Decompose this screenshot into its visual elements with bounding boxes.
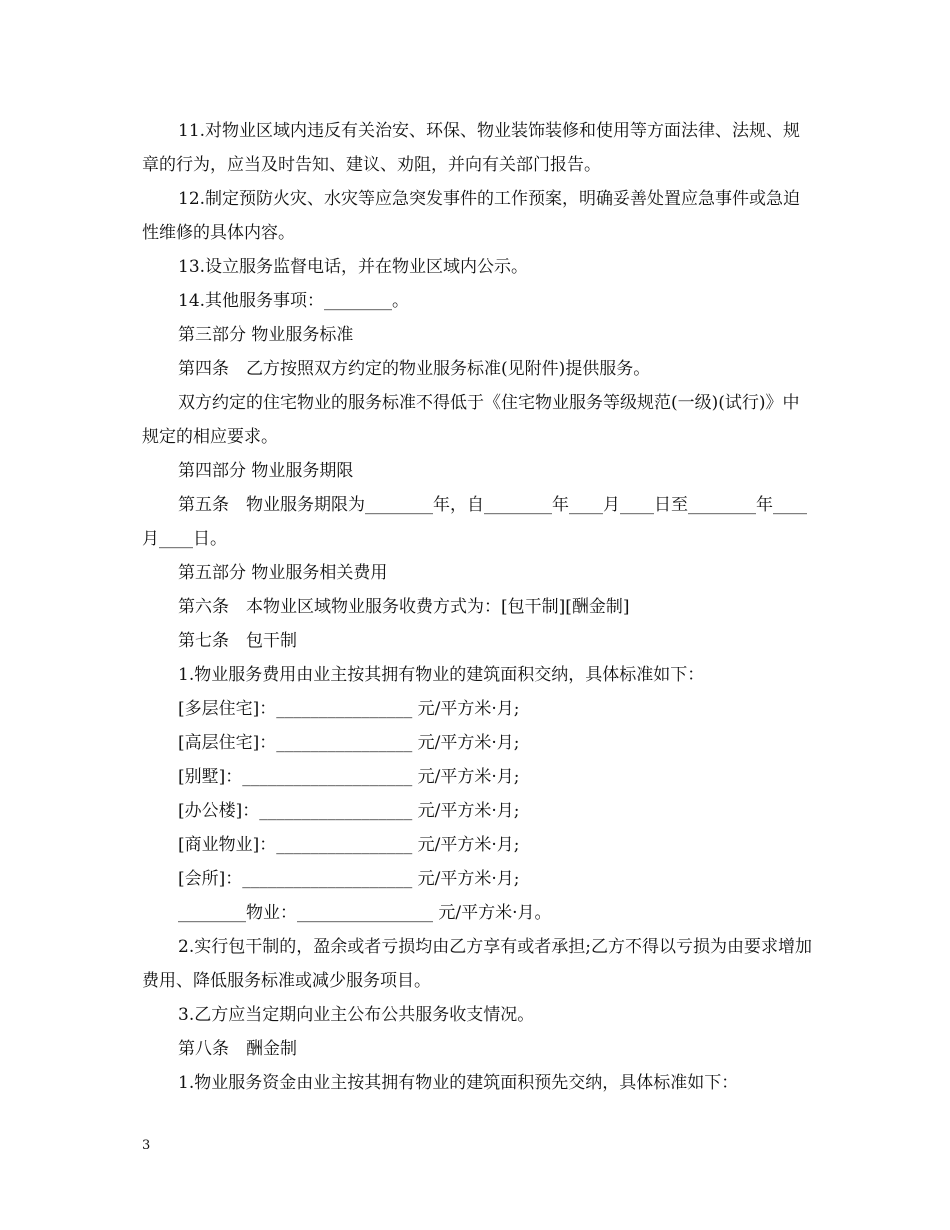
article-7-item-2: 2.实行包干制的，盈余或者亏损均由乙方享有或者承担;乙方不得以亏损为由要求增加费用、降低服务标准或减少服务项目。 (142, 937, 812, 991)
fee-line-villa: [别墅]：____________________ 元/平方米·月; (178, 767, 520, 787)
article-6: 第六条 本物业区域物业服务收费方式为：[包干制][酬金制] (178, 597, 630, 617)
paragraph-standard-requirement: 双方约定的住宅物业的服务标准不得低于《住宅物业服务等级规范(一级)(试行)》中规定的相应要求。 (142, 393, 800, 447)
paragraph-item-12: 12.制定预防火灾、水灾等应急突发事件的工作预案，明确妥善处置应急事件或急迫性维修的具体内容。 (142, 189, 801, 243)
article-8-item-1: 1.物业服务资金由业主按其拥有物业的建筑面积预先交纳，具体标准如下： (178, 1073, 739, 1093)
article-7-heading: 第七条 包干制 (178, 631, 297, 651)
fee-line-commercial: [商业物业]：________________ 元/平方米·月; (178, 835, 520, 855)
fee-line-office: [办公楼]：__________________ 元/平方米·月; (178, 801, 520, 821)
paragraph-item-14: 14.其他服务事项：________。 (178, 291, 410, 311)
article-8-heading: 第八条 酬金制 (178, 1039, 297, 1059)
article-4: 第四条 乙方按照双方约定的物业服务标准(见附件)提供服务。 (178, 359, 651, 379)
article-7-item-3: 3.乙方应当定期向业主公布公共服务收支情况。 (178, 1005, 535, 1025)
section-heading-part-3: 第三部分 物业服务标准 (178, 325, 354, 345)
section-heading-part-5: 第五部分 物业服务相关费用 (178, 563, 388, 583)
fee-line-multi-storey: [多层住宅]：________________ 元/平方米·月; (178, 699, 520, 719)
article-5: 第五条 物业服务期限为________年，自________年____月____日至________年____月____日。 (142, 495, 807, 549)
paragraph-item-13: 13.设立服务监督电话，并在物业区域内公示。 (178, 257, 529, 277)
fee-line-other: ________物业：________________ 元/平方米·月。 (178, 903, 552, 923)
article-7-item-1: 1.物业服务费用由业主按其拥有物业的建筑面积交纳，具体标准如下： (178, 665, 705, 685)
section-heading-part-4: 第四部分 物业服务期限 (178, 461, 354, 481)
fee-line-clubhouse: [会所]：____________________ 元/平方米·月; (178, 869, 520, 889)
page-number: 3 (142, 1138, 151, 1153)
paragraph-item-11: 11.对物业区域内违反有关治安、环保、物业装饰装修和使用等方面法律、法规、规章的行为，应当及时告知、建议、劝阻，并向有关部门报告。 (142, 121, 801, 175)
fee-line-high-rise: [高层住宅]：________________ 元/平方米·月; (178, 733, 520, 753)
